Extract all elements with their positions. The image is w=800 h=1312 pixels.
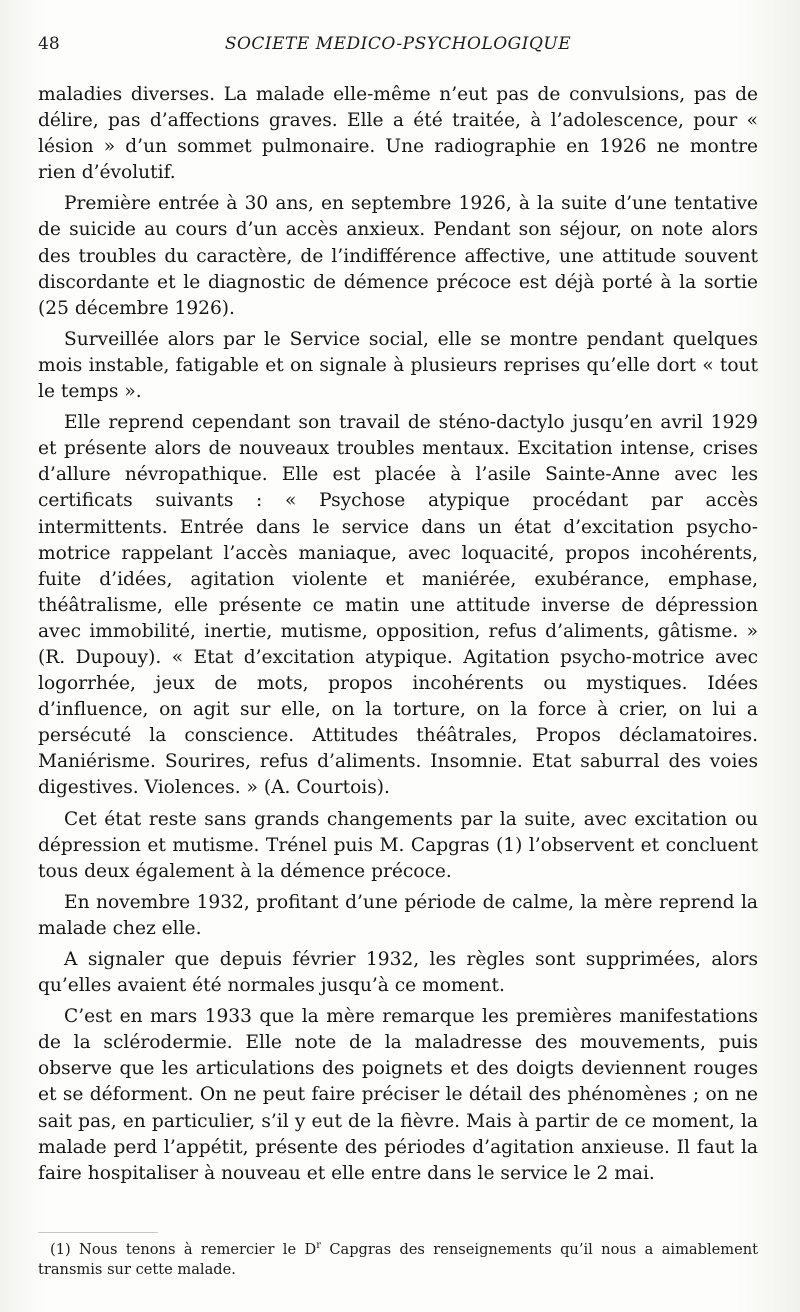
footnote-text-start: (1) Nous tenons à remercier le D — [50, 1241, 317, 1258]
footnote-divider — [38, 1232, 158, 1233]
paragraph: Cet état reste sans grands changements par la suite, avec excitation ou dépression et mutisme. Trénel puis M. Capgras (1) l’observent et concluent tous deux également à la démence précoce. — [38, 808, 758, 882]
paragraph: Elle reprend cependant son travail de sténo-dactylo jusqu’en avril 1929 et présente alors de nouveaux troubles mentaux. Excitation intense, crises d’allure névropathique. Elle est placée à l’asile Sainte-Anne avec les certificats suivants : « Psychose atypique procédant par accès intermittents. Entrée dans le service dans un état d’excitation psycho-motrice rappelant l’accès maniaque, avec loquacité, propos incohérents, fuite d’idées, agitation violente et maniérée, exubérance, emphase, théâtralisme, elle présente ce matin une attitude inverse de dépression avec immobilité, inertie, mutisme, opposition, refus d’aliments, gâtisme. » (R. Dupouy). « Etat d’excitation atypique. Agitation psycho-motrice avec logorrhée, jeux de mots, propos incohérents ou mystiques. Idées d’influence, on agit sur elle, on la torture, on la force à crier, on lui a persécuté la conscience. Attitudes théâtrales, Propos déclamatoires. Maniérisme. Sourires, refus d’aliments. Insomnie. Etat saburral des voies digestives. Violences. » (A. Courtois). — [38, 412, 758, 799]
paragraph: Première entrée à 30 ans, en septembre 1926, à la suite d’une tentative de suicide au cours d’un accès anxieux. Pendant son séjour, on note alors des troubles du caractère, de l’indifférence affective, une attitude souvent discordante et le diagnostic de démence précoce est déjà porté à la sortie (25 décembre 1926). — [38, 193, 758, 319]
footnote — [38, 1240, 758, 1280]
page-number: 48 — [38, 34, 60, 54]
paragraph: En novembre 1932, profitant d’une période de calme, la mère reprend la malade chez elle. — [38, 891, 758, 939]
paragraph: A signaler que depuis février 1932, les règles sont supprimées, alors qu’elles avaient été normales jusqu’à ce moment. — [38, 949, 758, 997]
paragraph: C’est en mars 1933 que la mère remarque les premières manifestations de la sclérodermie. Elle note de la maladresse des mouvements, puis observe que les articulations des poignets et des doigts deviennent rouges et se déforment. On ne peut faire préciser le détail des phénomènes ; on ne sait pas, en particulier, s’il y eut de la fièvre. Mais à partir de ce moment, la malade perd l’appétit, présente des périodes d’agitation anxieuse. Il faut la faire hospitaliser à nouveau et elle entre dans le service le 2 mai. — [38, 1006, 758, 1184]
running-title: SOCIETE MEDICO-PSYCHOLOGIQUE — [224, 34, 572, 54]
body-text — [38, 82, 758, 1192]
paragraph: maladies diverses. La malade elle-même n’eut pas de convulsions, pas de délire, pas d’affections graves. Elle a été traitée, à l’adolescence, pour « lésion » d’un sommet pulmonaire. Une radiographie en 1926 ne montre rien d’évolutif. — [38, 84, 758, 184]
paragraph: Surveillée alors par le Service social, elle se montre pendant quelques mois instable, fatigable et on signale à plusieurs reprises qu’elle dort « tout le temps ». — [38, 328, 758, 403]
footnote-text-end: Capgras des renseignements qu’il nous a aimablement transmis sur cette malade. — [38, 1241, 758, 1278]
footnote-superscript: r — [316, 1240, 321, 1252]
page-header — [38, 34, 758, 60]
